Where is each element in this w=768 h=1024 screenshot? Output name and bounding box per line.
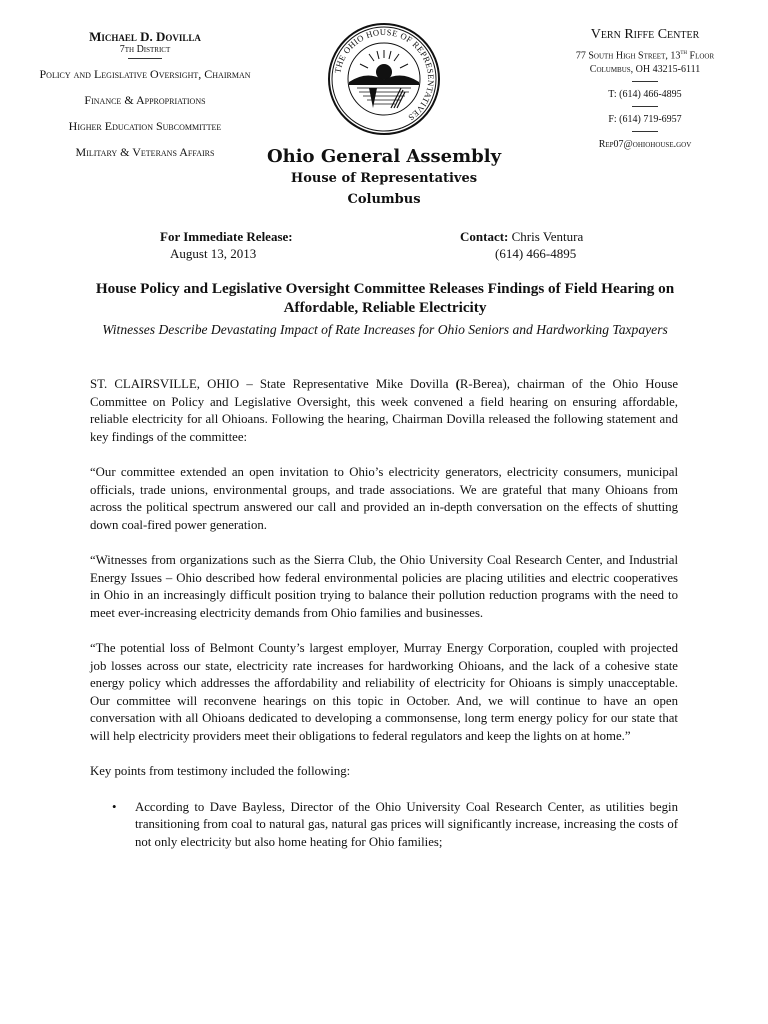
paragraph: “The potential loss of Belmont County’s largest employer, Murray Energy Corporation, coupled with projected job losses across our state, electricity rate increases for hardworking Ohioans, and the lack of a cohesive state energy policy which addresses the affordability and reliability of electricity for Ohioans is simply unacceptable. Our committee will reconvene hearings on this topic in October. And, we will continue to have an open conversation with all Ohioans dedicated to developing a commonsense, long term energy policy for our state that will help electricity providers meet their obligations to federal regulators and keep the lights on at home.” — [90, 641, 678, 743]
legislator-district: 7th District — [119, 44, 171, 55]
divider — [128, 58, 162, 59]
office-phone: T: (614) 466-4895 — [608, 89, 682, 101]
office-city: Columbus, OH 43215-6111 — [589, 64, 701, 76]
divider — [632, 106, 658, 107]
paragraph: “Witnesses from organizations such as the Sierra Club, the Ohio University Coal Research Center, and Industrial Energy Issues – Ohio described how federal environmental policies are placing utilities and electric cooperatives in Ohio in an increasingly difficult position trying to balance their pollution reduction programs with the need to meet ever-increasing electricity demands from Ohio families and businesses. — [90, 553, 678, 620]
contact-name: Chris Ventura — [508, 229, 584, 244]
committee-role: Higher Education Subcommittee — [68, 119, 222, 133]
paragraph-text: ST. CLAIRSVILLE, OHIO – State Representative Mike Dovilla — [90, 377, 456, 391]
committee-role: Policy and Legislative Oversight, Chairman — [39, 67, 251, 81]
key-points-list — [90, 799, 678, 852]
list-item — [90, 799, 678, 852]
committee-role: Finance & Appropriations — [84, 93, 206, 107]
office-fax: F: (614) 719-6957 — [608, 114, 682, 126]
contact-label: Contact: — [460, 229, 509, 244]
subheadline: Witnesses Describe Devastating Impact of Rate Increases for Ohio Seniors and Hardworking Taxpayers — [102, 322, 668, 337]
divider — [632, 131, 658, 132]
list-item-text: According to Dave Bayless, Director of the Ohio University Coal Research Center, as utilities begin transitioning from coal to natural gas, natural gas prices will significantly increase, increasing the costs of not only electricity but also home heating for Ohio families; — [135, 799, 678, 849]
contact-phone: (614) 466-4895 — [495, 246, 577, 261]
release-label: For Immediate Release: — [160, 229, 293, 244]
assembly-title: Ohio General Assembly — [266, 146, 502, 167]
party-affiliation: R-Berea) — [459, 377, 507, 391]
office-email: Rep07@ohiohouse.gov — [598, 139, 692, 151]
office-street — [540, 45, 750, 63]
bullet-icon: • — [112, 799, 117, 814]
release-date: August 13, 2013 — [170, 246, 257, 261]
ohio-seal-icon — [327, 22, 441, 136]
paragraph: Key points from testimony included the following: — [90, 764, 351, 778]
paragraph: “Our committee extended an open invitation to Ohio’s electricity generators, electricity consumers, municipal officials, trade unions, environmental groups, and trade associations. We are grateful that many Ohioans from across the political spectrum answered our call and provided an in-depth conversation on the effects of shutting down coal-fired power generation. — [90, 465, 678, 532]
assembly-city: Columbus — [347, 192, 421, 207]
legislator-name: Michael D. Dovilla — [89, 29, 201, 44]
floor-superscript: th — [680, 48, 688, 56]
floor-text: Floor — [687, 50, 715, 62]
office-contact-info — [540, 27, 750, 152]
street-text: 77 South High Street, 13 — [575, 50, 681, 62]
office-building: Vern Riffe Center — [590, 27, 700, 42]
press-release-body — [90, 376, 678, 851]
seal-text: THE OHIO HOUSE OF REPRESENTATIVES — [332, 26, 437, 123]
legislator-info — [30, 30, 260, 171]
committee-role: Military & Veterans Affairs — [75, 145, 215, 159]
divider — [632, 81, 658, 82]
paragraph — [90, 376, 678, 446]
release-info — [160, 228, 293, 262]
assembly-chamber: House of Representatives — [290, 171, 478, 186]
paragraph-text: , chairman of the Ohio House Committee on Policy and Legislative Oversight, this week convened a field hearing on ensuring affordable, reliable electricity for all Ohioans. Following the hearing, Chairman Dovilla released the following statement and key findings of the committee: — [90, 377, 678, 444]
contact-info — [460, 228, 583, 262]
paragraph-paren: ( — [455, 377, 460, 391]
headline: House Policy and Legislative Oversight Committee Releases Findings of Field Hearing on Affordable, Reliable Electricity — [95, 280, 675, 316]
